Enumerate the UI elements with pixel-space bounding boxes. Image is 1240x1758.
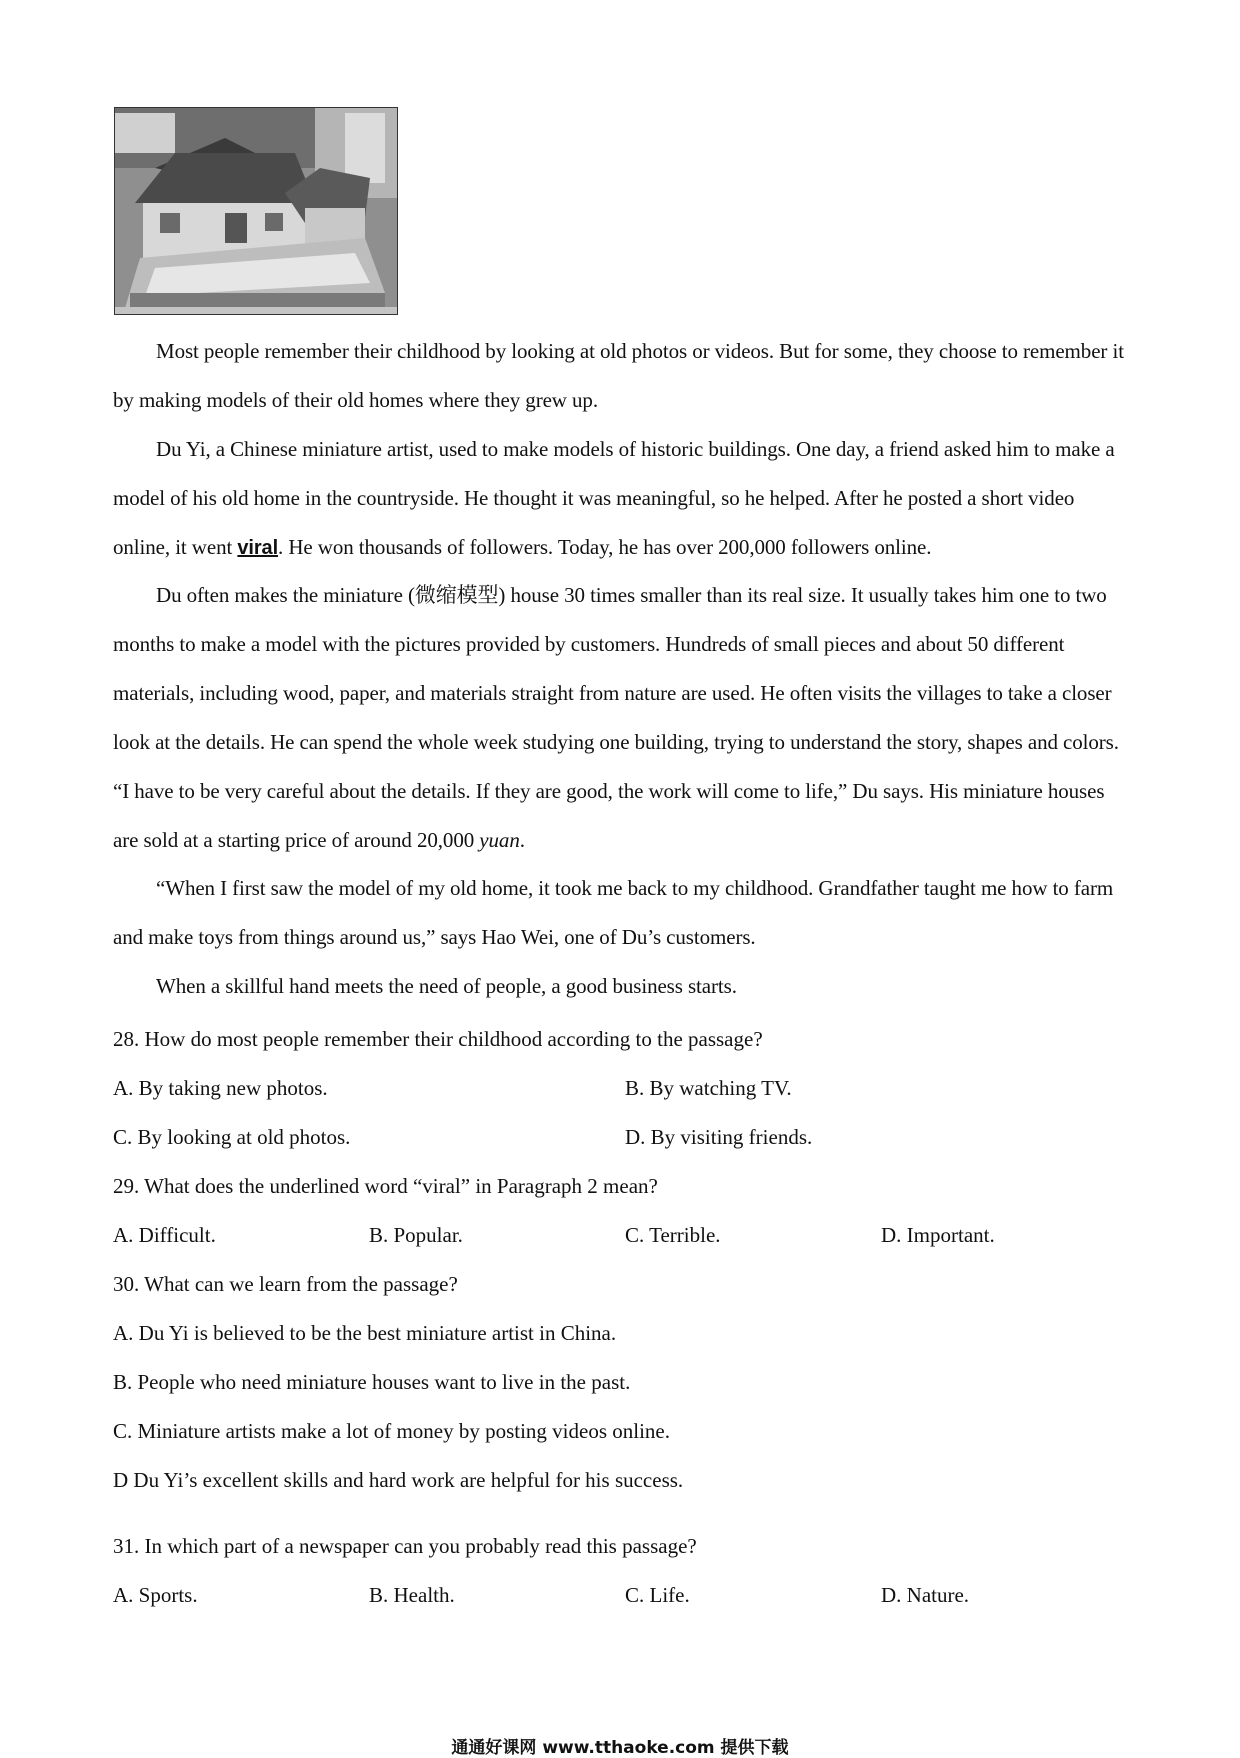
question-31-stem: 31. In which part of a newspaper can you probably read this passage? xyxy=(113,1534,697,1558)
question-29-option-d[interactable]: D. Important. xyxy=(881,1223,995,1247)
question-30-option-c[interactable]: C. Miniature artists make a lot of money by posting videos online. xyxy=(113,1419,671,1443)
question-28-stem: 28. How do most people remember their childhood according to the passage? xyxy=(113,1027,763,1051)
paragraph-1: Most people remember their childhood by looking at old photos or videos. But for some, they choose to remember it by making models of their old homes where they grew up. xyxy=(113,339,1124,412)
paragraph-2 xyxy=(113,425,1133,573)
question-31-option-d[interactable]: D. Nature. xyxy=(881,1583,970,1607)
question-28-option-d[interactable]: D. By visiting friends. xyxy=(625,1125,813,1149)
question-30-stem: 30. What can we learn from the passage? xyxy=(113,1272,458,1296)
question-28-option-b[interactable]: B. By watching TV. xyxy=(625,1076,792,1100)
paragraph-3-text-b: . xyxy=(519,828,525,852)
paragraph-3-text-a: Du often makes the miniature (微缩模型) house 30 times smaller than its real size. It usually takes him one to two months to make a model with the pictures provided by customers. Hundreds of small pieces and about 50 different materials, including wood, paper, and materials straight from nature are used. He often visits the villages to take a closer look at the details. He can spend the whole week studying one building, trying to understand the story, shapes and colors. “I have to be very careful about the details. If they are good, the work will come to life,” Du says. His miniature houses are sold at a starting price of around 20,000 xyxy=(113,583,1119,852)
question-30-option-b[interactable]: B. People who need miniature houses want to live in the past. xyxy=(113,1370,631,1394)
question-30-option-a[interactable]: A. Du Yi is believed to be the best miniature artist in China. xyxy=(113,1321,617,1345)
paragraph-2-text-b: . He won thousands of followers. Today, he has over 200,000 followers online. xyxy=(278,535,932,559)
question-28-option-c[interactable]: C. By looking at old photos. xyxy=(113,1125,351,1149)
paragraph-2-text-a: Du Yi, a Chinese miniature artist, used to make models of historic buildings. One day, a friend asked him to make a model of his old home in the countryside. He thought it was meaningful, so he helped. After he posted a short video online, it went xyxy=(113,437,1115,559)
paragraph-5: When a skillful hand meets the need of people, a good business starts. xyxy=(156,974,737,998)
question-30-option-d[interactable]: D Du Yi’s excellent skills and hard work are helpful for his success. xyxy=(113,1468,684,1492)
question-31-option-c[interactable]: C. Life. xyxy=(625,1583,690,1607)
question-29-stem: 29. What does the underlined word “viral” in Paragraph 2 mean? xyxy=(113,1174,658,1198)
page-footer: 通通好课网 www.tthaoke.com 提供下载 xyxy=(451,1738,789,1758)
question-31-option-a[interactable]: A. Sports. xyxy=(113,1583,198,1607)
question-29-option-c[interactable]: C. Terrible. xyxy=(625,1223,721,1247)
paragraph-4: “When I first saw the model of my old home, it took me back to my childhood. Grandfather taught me how to farm and make toys from things around us,” says Hao Wei, one of Du’s customers. xyxy=(113,876,1114,949)
currency-yuan: yuan xyxy=(479,828,520,852)
question-31-option-b[interactable]: B. Health. xyxy=(369,1583,455,1607)
miniature-house-photo xyxy=(114,107,398,315)
question-28-option-a[interactable]: A. By taking new photos. xyxy=(113,1076,328,1100)
paragraph-3 xyxy=(113,571,1133,865)
underlined-word-viral: viral xyxy=(237,537,279,559)
question-29-option-a[interactable]: A. Difficult. xyxy=(113,1223,216,1247)
question-29-option-b[interactable]: B. Popular. xyxy=(369,1223,463,1247)
